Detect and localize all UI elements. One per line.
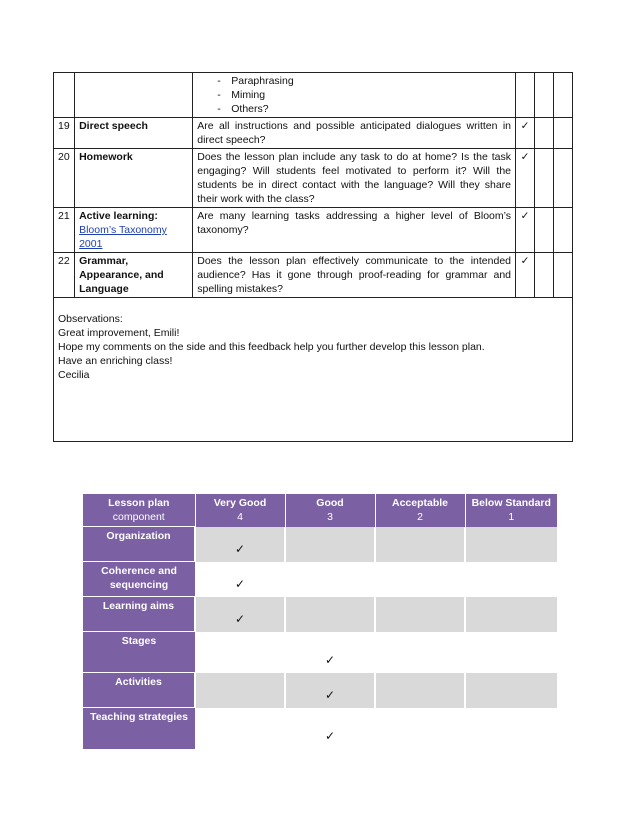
observation-line: Have an enriching class! xyxy=(58,355,173,367)
rating-cell xyxy=(465,632,557,673)
technique-list xyxy=(197,74,511,116)
observations-box xyxy=(54,298,573,442)
checkmark-icon: ✓ xyxy=(285,708,375,749)
header-title: Good xyxy=(316,497,344,510)
rating-cell xyxy=(285,597,375,632)
checkmark-icon: ✓ xyxy=(285,632,375,673)
observation-line: Hope my comments on the side and this feedback help you further develop this lesson plan. xyxy=(58,341,485,353)
checkmark-icon: ✓ xyxy=(285,673,375,708)
empty-cell xyxy=(535,253,554,298)
rating-cell xyxy=(285,562,375,597)
list-item: - Paraphrasing xyxy=(217,74,511,88)
criterion-description: Does the lesson plan effectively communicate to the intended audience? Has it gone through proof-reading for grammar and spelling mistakes? xyxy=(193,253,516,298)
header-score: 4 xyxy=(237,511,243,524)
list-item: - Miming xyxy=(217,88,511,102)
table-row-continued xyxy=(54,73,573,118)
component-label: Stages xyxy=(83,632,195,673)
rating-cell xyxy=(375,562,465,597)
component-label: Learning aims xyxy=(83,597,195,632)
checkmark-icon: ✓ xyxy=(516,149,535,208)
rubric-header-row xyxy=(83,494,557,527)
component-label: Teaching strategies xyxy=(83,708,195,749)
rubric-row-activities xyxy=(83,673,557,708)
rubric-table xyxy=(83,494,557,749)
category-label: Homework xyxy=(75,149,193,208)
empty-cell xyxy=(535,118,554,149)
header-score: 1 xyxy=(508,511,515,524)
header-good xyxy=(285,494,375,527)
lesson-plan-checklist-table xyxy=(53,72,573,442)
row-number: 20 xyxy=(54,149,75,208)
rating-cell xyxy=(375,673,465,708)
empty-cell xyxy=(553,253,572,298)
category-label: Active learning: xyxy=(79,210,158,222)
empty-cell xyxy=(553,208,572,253)
observation-signature: Cecilia xyxy=(58,369,90,381)
component-label: Coherence and sequencing xyxy=(83,562,195,597)
description-cell xyxy=(193,73,516,118)
criterion-description: Are many learning tasks addressing a higher level of Bloom’s taxonomy? xyxy=(193,208,516,253)
table-row xyxy=(54,208,573,253)
checkmark-icon: ✓ xyxy=(516,118,535,149)
rubric-row-learning-aims xyxy=(83,597,557,632)
empty-cell xyxy=(535,149,554,208)
rating-cell xyxy=(375,708,465,749)
row-number: 21 xyxy=(54,208,75,253)
list-item: - Others? xyxy=(217,102,511,116)
blooms-taxonomy-link[interactable]: Bloom’s Taxonomy 2001 xyxy=(79,224,167,250)
rating-cell xyxy=(285,527,375,562)
checkmark-icon: ✓ xyxy=(516,208,535,253)
criterion-description: Does the lesson plan include any task to do at home? Is the task engaging? Will students feel motivated to perform it? Will the students be in direct contact with the language? Will they share their work with the class? xyxy=(193,149,516,208)
rating-cell xyxy=(195,708,285,749)
rubric-row-organization xyxy=(83,527,557,562)
table-row xyxy=(54,253,573,298)
rating-cell xyxy=(465,673,557,708)
criterion-description: Are all instructions and possible anticipated dialogues written in direct speech? xyxy=(193,118,516,149)
header-score: 3 xyxy=(327,511,333,524)
rating-cell xyxy=(375,597,465,632)
component-label: Organization xyxy=(83,527,195,562)
row-number: 22 xyxy=(54,253,75,298)
table-row xyxy=(54,118,573,149)
empty-cell xyxy=(553,118,572,149)
header-title: Acceptable xyxy=(391,497,449,510)
empty-cell xyxy=(553,73,572,118)
empty-cell xyxy=(535,73,554,118)
rubric-row-coherence xyxy=(83,562,557,597)
rating-cell xyxy=(465,597,557,632)
checkmark-icon: ✓ xyxy=(516,253,535,298)
rating-cell xyxy=(195,632,285,673)
table-row xyxy=(54,149,573,208)
header-score: 2 xyxy=(417,511,423,524)
category-label: Grammar, Appearance, and Language xyxy=(75,253,193,298)
component-label: Activities xyxy=(83,673,195,708)
empty-cell xyxy=(553,149,572,208)
checkmark-icon: ✓ xyxy=(195,527,285,562)
rating-cell xyxy=(375,632,465,673)
observations-row xyxy=(54,298,573,442)
rating-cell xyxy=(465,527,557,562)
row-number: 19 xyxy=(54,118,75,149)
empty-cell xyxy=(535,208,554,253)
header-component xyxy=(83,494,195,527)
checkmark-icon: ✓ xyxy=(195,562,285,597)
category-cell xyxy=(75,208,193,253)
header-title: Lesson plan xyxy=(108,497,170,509)
rubric-row-teaching-strategies xyxy=(83,708,557,749)
header-very-good xyxy=(195,494,285,527)
observations-label: Observations: xyxy=(58,313,123,325)
header-acceptable xyxy=(375,494,465,527)
rating-cell xyxy=(375,527,465,562)
rating-cell xyxy=(465,562,557,597)
header-below-standard xyxy=(465,494,557,527)
category-label: Direct speech xyxy=(75,118,193,149)
rubric-row-stages xyxy=(83,632,557,673)
rating-cell xyxy=(465,708,557,749)
observation-line: Great improvement, Emili! xyxy=(58,327,180,339)
check-cell xyxy=(516,73,535,118)
category-cell xyxy=(75,73,193,118)
row-number-cell xyxy=(54,73,75,118)
checkmark-icon: ✓ xyxy=(195,597,285,632)
header-sub: component xyxy=(112,511,165,523)
header-title: Very Good xyxy=(213,497,267,510)
header-title: Below Standard xyxy=(471,497,551,510)
rating-cell xyxy=(195,673,285,708)
